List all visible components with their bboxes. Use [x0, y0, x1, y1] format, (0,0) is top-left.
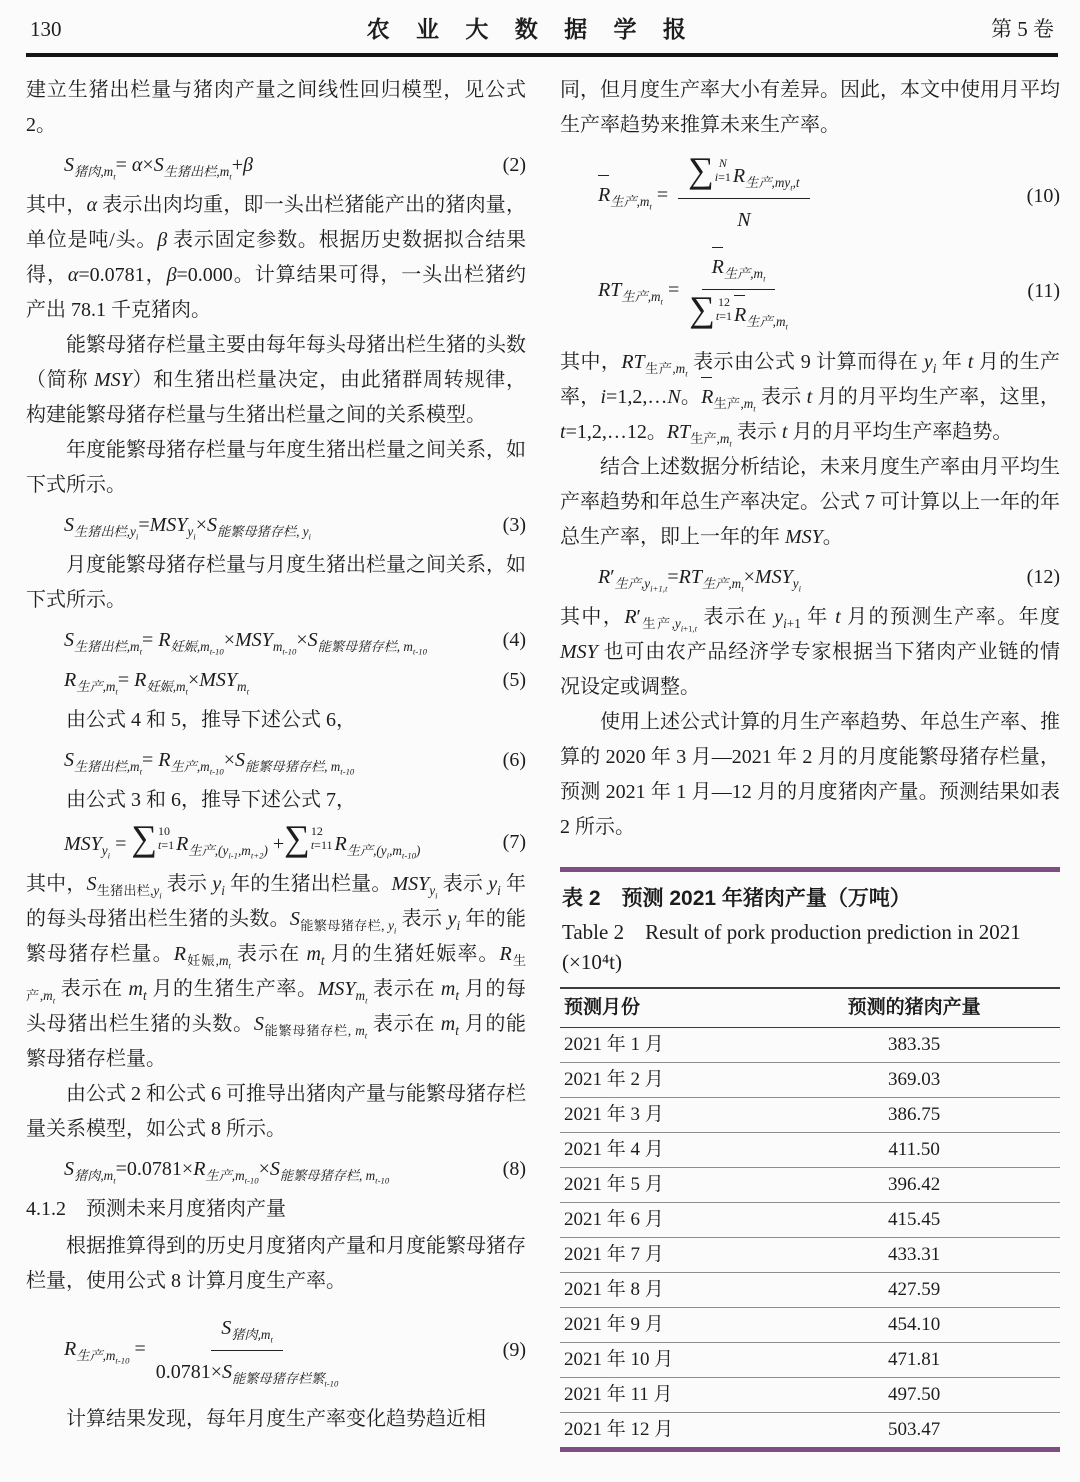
page-header	[26, 10, 1060, 53]
right-column	[560, 73, 1060, 1452]
paragraph: 能繁母猪存栏量主要由每年每头母猪出栏生猪的头数（简称 MSY）和生猪出栏量决定，由此猪群周转规律，构建能繁母猪存栏量与生猪出栏量之间的关系模型。	[26, 334, 527, 426]
value-cell: 369.03	[888, 1069, 941, 1090]
equation-body: $R'_{生产,y_{i+1,t}}=RT_{生产,m_t}\times MSY_{y_i}$	[598, 566, 801, 594]
month-cell: 2021 年 2 月	[564, 1069, 664, 1090]
equation-3	[26, 508, 526, 543]
equation-6	[26, 743, 526, 778]
equation-number: (9)	[502, 1339, 526, 1361]
table-row	[560, 1413, 1060, 1447]
table-2	[560, 867, 1060, 1452]
paragraph: 由公式 3 和 6，推导下述公式 7，	[66, 789, 356, 811]
table-caption-zh: 表 2 预测 2021 年猪肉产量（万吨）	[562, 887, 911, 910]
header-rule	[26, 53, 1058, 57]
paragraph: 年度能繁母猪存栏量与年度生猪出栏量之间关系，如下式所示。	[26, 439, 526, 496]
table-row	[560, 1343, 1060, 1378]
journal-title: 农 业 大 数 据 学 报	[366, 16, 696, 42]
equation-body: $R_{生产,m_{t-10}}$ = $\frac{S_{猪肉,m_t}}{0.0781\times S_{能繁母猪存栏繁_{t-10}}}$	[64, 1311, 497, 1390]
table-row	[560, 1273, 1060, 1308]
table-row	[560, 1203, 1060, 1238]
table-row	[560, 1063, 1060, 1098]
column-header-month: 预测月份	[564, 997, 641, 1018]
equation-number: (2)	[502, 154, 526, 176]
paragraph: 计算结果发现，每年月度生产率变化趋势趋近相	[66, 1408, 486, 1430]
month-cell: 2021 年 1 月	[564, 1034, 664, 1055]
paragraph: 其中，α 表示出肉均重，即一头出栏猪能产出的猪肉量，单位是吨/头。β 表示固定参数。根据历史数据拟合结果得，α=0.0781，β=0.000。计算结果可得，一头出栏猪约产出 78.1 千克猪肉。	[26, 194, 527, 321]
equation-12	[560, 560, 1060, 595]
value-cell: 415.45	[888, 1209, 941, 1230]
paragraph: 结合上述数据分析结论，未来月度生产率由月平均生产率趋势和年总生产率决定。公式 7 可计算以上一年的年总生产率，即上一年的年 MSY。	[560, 456, 1060, 548]
page-number: 130	[30, 17, 62, 41]
month-cell: 2021 年 8 月	[564, 1279, 664, 1300]
value-cell: 503.47	[888, 1419, 941, 1440]
month-cell: 2021 年 7 月	[564, 1244, 664, 1265]
value-cell: 433.31	[888, 1244, 941, 1265]
equation-number: (11)	[1027, 280, 1060, 302]
equation-10	[560, 150, 1060, 238]
value-cell: 427.59	[888, 1279, 941, 1300]
equation-body: $RT_{生产,m_t}$ = $R_{生产,m_t}$ ∑ 12 t=1 $R_{生产,m_t}$	[598, 250, 1021, 333]
paragraph: 同，但月度生产率大小有差异。因此，本文中使用月平均生产率趋势来推算未来生产率。	[560, 79, 1060, 136]
equation-body: $S_{生猪出栏,y_i}=MSY_{y_i}\times S_{能繁母猪存栏, y_i}$	[64, 514, 311, 542]
equation-number: (12)	[1026, 566, 1060, 588]
equation-4	[26, 623, 526, 658]
month-cell: 2021 年 10 月	[564, 1349, 674, 1370]
paragraph: 由公式 2 和公式 6 可推导出猪肉产量与能繁母猪存栏量关系模型，如公式 8 所示。	[26, 1083, 526, 1140]
paragraph: 其中，$RT_{生产,m_t}$ 表示由公式 9 计算而得在 $y_i$ 年 t 月的生产率，i=1,2,…N。$R_{生产,m_t}$ 表示 t 月的月平均生产率，这里，t=1,2,…12。$RT_{生产,m_t}$ 表示 t 月的月平均生产率趋势。	[560, 351, 1061, 449]
column-header-value: 预测的猪肉产量	[847, 997, 981, 1018]
section-heading: 4.1.2 预测未来月度猪肉产量	[26, 1198, 286, 1220]
equation-number: (4)	[502, 629, 526, 651]
value-cell: 383.35	[888, 1034, 941, 1055]
table-row	[560, 1168, 1060, 1203]
month-cell: 2021 年 11 月	[564, 1384, 673, 1405]
value-cell: 454.10	[888, 1314, 941, 1335]
equation-body: $R_{生产,m_t}$ = ∑ N i=1 $R_{生产,my_t,t}$ N	[598, 155, 1021, 238]
equation-body: $S_{猪肉,m_t}=0.0781\times R_{生产,m_{t-10}}\times S_{能繁母猪存栏, m_{t-10}}$	[64, 1158, 390, 1186]
page-body	[26, 73, 1060, 1452]
equation-9	[26, 1311, 526, 1390]
volume-label: 第 5 卷	[991, 17, 1054, 41]
equation-body: $R_{生产,m_t}= R_{妊娠,m_t}\times MSY_{m_t}$	[64, 669, 249, 697]
value-cell: 471.81	[888, 1349, 941, 1370]
equation-number: (7)	[502, 831, 526, 853]
month-cell: 2021 年 6 月	[564, 1209, 664, 1230]
equation-11	[560, 250, 1060, 333]
table-row	[560, 1098, 1060, 1133]
equation-5	[26, 663, 526, 698]
equation-8	[26, 1152, 526, 1187]
table-row	[560, 1238, 1060, 1273]
table-body	[560, 1028, 1060, 1447]
equation-number: (10)	[1026, 185, 1060, 207]
equation-number: (8)	[502, 1158, 526, 1180]
paragraph: 建立生猪出栏量与猪肉产量之间线性回归模型，见公式 2。	[26, 79, 526, 136]
value-cell: 396.42	[888, 1174, 941, 1195]
table-row	[560, 1308, 1060, 1343]
equation-number: (5)	[502, 669, 526, 691]
table-caption-en: Table 2 Result of pork production prediction in 2021 (×10⁴t)	[562, 920, 1021, 974]
paragraph: 由公式 4 和 5，推导下述公式 6，	[66, 709, 356, 731]
equation-7	[26, 818, 526, 862]
value-cell: 411.50	[888, 1139, 940, 1160]
paragraph: 其中，$R'_{生产,y_{i+1,t}}$ 表示在 $y_{i+1}$ 年 t 月的预测生产率。年度 MSY 也可由农产品经济学专家根据当下猪肉产业链的情况设定或调整。	[560, 606, 1061, 698]
table-row	[560, 1028, 1060, 1063]
table-row	[560, 1378, 1060, 1413]
month-cell: 2021 年 4 月	[564, 1139, 664, 1160]
equation-body: $S_{生猪出栏,m_t}= R_{生产,m_{t-10}}\times S_{能繁母猪存栏, m_{t-10}}$	[64, 749, 355, 777]
value-cell: 497.50	[888, 1384, 941, 1405]
month-cell: 2021 年 3 月	[564, 1104, 664, 1125]
paragraph: 根据推算得到的历史月度猪肉产量和月度能繁母猪存栏量，使用公式 8 计算月度生产率。	[26, 1235, 526, 1292]
paragraph: 使用上述公式计算的月生产率趋势、年总生产率、推算的 2020 年 3 月—2021 年 2 月的月度能繁母猪存栏量，预测 2021 年 1 月—12 月的月度猪肉产量。预测结果如表 2 所示。	[560, 711, 1060, 838]
paragraph: 月度能繁母猪存栏量与月度生猪出栏量之间关系，如下式所示。	[26, 554, 526, 611]
month-cell: 2021 年 5 月	[564, 1174, 664, 1195]
equation-2	[26, 148, 526, 183]
left-column	[26, 73, 526, 1452]
equation-body: $S_{生猪出栏,m_t}= R_{妊娠,m_{t-10}}\times MSY_{m_{t-10}}\times S_{能繁母猪存栏, m_{t-10}}$	[64, 629, 427, 657]
equation-body: $S_{猪肉,m_t}= \alpha\times S_{生猪出栏,m_t}+\beta$	[64, 154, 253, 182]
table-header-row	[560, 987, 1060, 1028]
paragraph: 其中，$S_{生猪出栏,y_i}$ 表示 $y_i$ 年的生猪出栏量。$MSY_{y_i}$ 表示 $y_i$ 年的每头母猪出栏生猪的头数。$S_{能繁母猪存栏, y_i}$ 表示 $y_i$ 年的能繁母猪存栏量。$R_{妊娠,m_t}$ 表示在 $m_t$ 月的生猪妊娠率。$R_{生产,m_t}$ 表示在 $m_t$ 月的生猪生产率。$MSY_{m_t}$ 表示在 $m_t$ 月的每头母猪出栏生猪的头数。$S_{能繁母猪存栏, m_t}$ 表示在 $m_t$ 月的能繁母猪存栏量。	[26, 873, 527, 1070]
equation-body: $MSY_{y_i}$ = ∑ 10 t=1 $R_{生产,(y_{i-1},m_{t+2})}$ + ∑ 12 t=11 $R_{生产,(y_i,m_{t-10})}$	[64, 818, 421, 861]
equation-number: (6)	[502, 749, 526, 771]
month-cell: 2021 年 12 月	[564, 1419, 674, 1440]
value-cell: 386.75	[888, 1104, 941, 1125]
table-row	[560, 1133, 1060, 1168]
equation-number: (3)	[502, 514, 526, 536]
month-cell: 2021 年 9 月	[564, 1314, 664, 1335]
